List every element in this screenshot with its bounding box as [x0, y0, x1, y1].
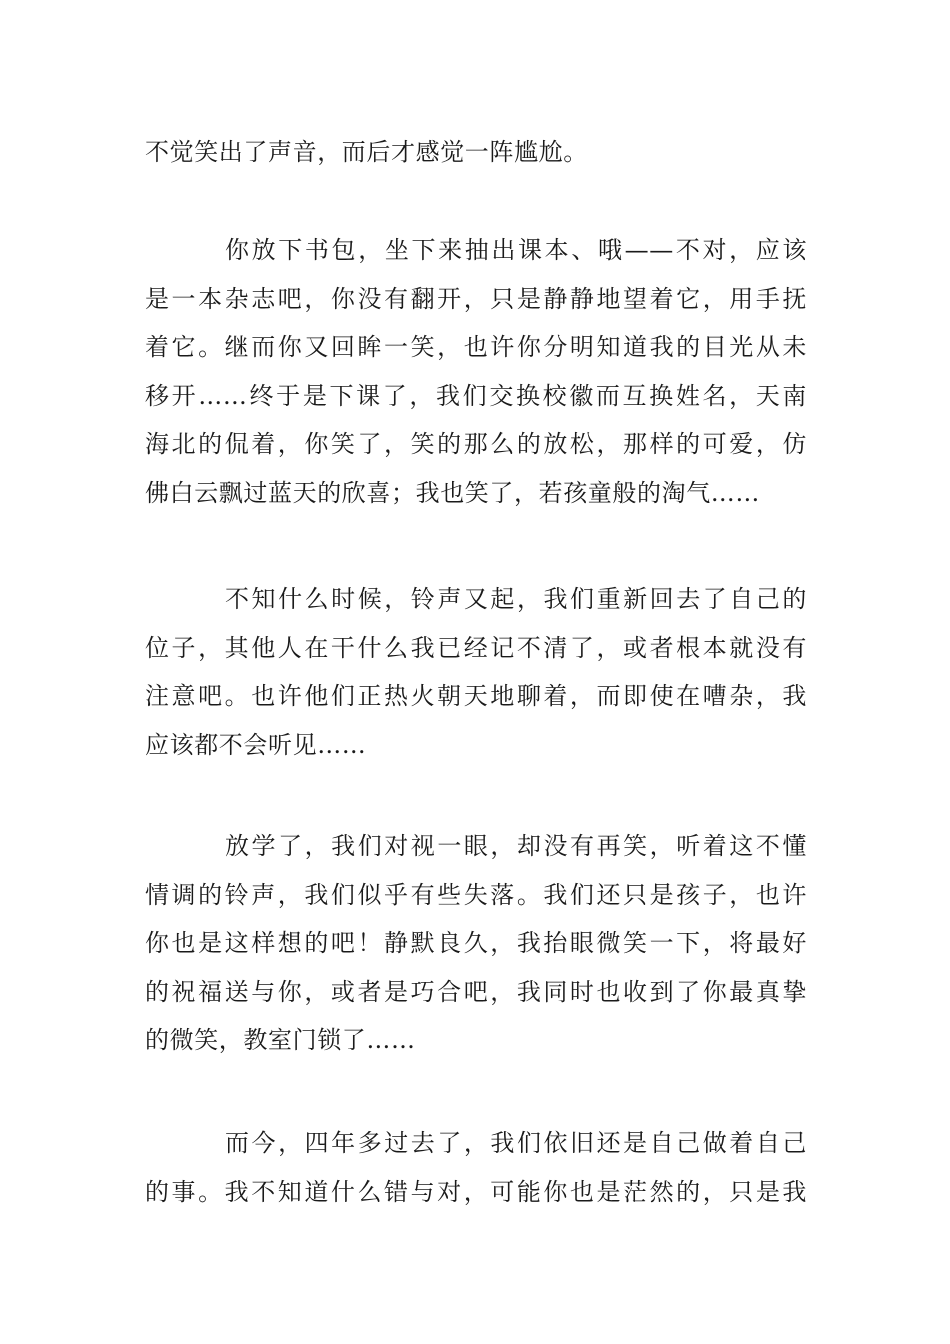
text-line: 而今，四年多过去了，我们依旧还是自己做着自己 — [225, 1129, 807, 1157]
text-line: 你放下书包，坐下来抽出课本、哦——不对，应该 — [225, 236, 807, 264]
text-line: 是一本杂志吧，你没有翻开，只是静静地望着它，用手抚 — [145, 284, 807, 313]
text-line: 不知什么时候，铃声又起，我们重新回去了自己的 — [225, 585, 807, 613]
paragraph-2 — [145, 226, 807, 517]
text-line: 海北的侃着，你笑了，笑的那么的放松，那样的可爱，仿 — [145, 430, 807, 458]
text-line: 的祝福送与你，或者是巧合吧，我同时也收到了你最真挚 — [145, 977, 807, 1006]
text-line: 的事。我不知道什么错与对，可能你也是茫然的，只是我 — [145, 1177, 807, 1206]
text-line: 移开……终于是下课了，我们交换校徽而互换姓名，天南 — [145, 381, 807, 410]
text-line: 情调的铃声，我们似乎有些失落。我们还只是孩子，也许 — [145, 880, 807, 909]
text-line: 不觉笑出了声音，而后才感觉一阵尴尬。 — [145, 138, 588, 166]
text-line: 着它。继而你又回眸一笑，也许你分明知道我的目光从未 — [145, 333, 807, 361]
text-line: 的微笑，教室门锁了…… — [145, 1026, 416, 1054]
text-line: 位子，其他人在干什么我已经记不清了，或者根本就没有 — [145, 633, 807, 662]
text-line: 应该都不会听见…… — [145, 730, 367, 759]
paragraph-1 — [145, 128, 807, 177]
paragraph-5 — [145, 1119, 807, 1216]
paragraph-4 — [145, 822, 807, 1065]
text-line: 放学了，我们对视一眼，却没有再笑，听着这不懂 — [225, 832, 807, 860]
paragraph-3 — [145, 575, 807, 769]
text-line: 你也是这样想的吧！静默良久，我抬眼微笑一下，将最好 — [145, 929, 807, 957]
text-line: 注意吧。也许他们正热火朝天地聊着，而即使在嘈杂，我 — [145, 682, 807, 710]
text-line: 佛白云飘过蓝天的欣喜；我也笑了，若孩童般的淘气…… — [145, 478, 760, 507]
